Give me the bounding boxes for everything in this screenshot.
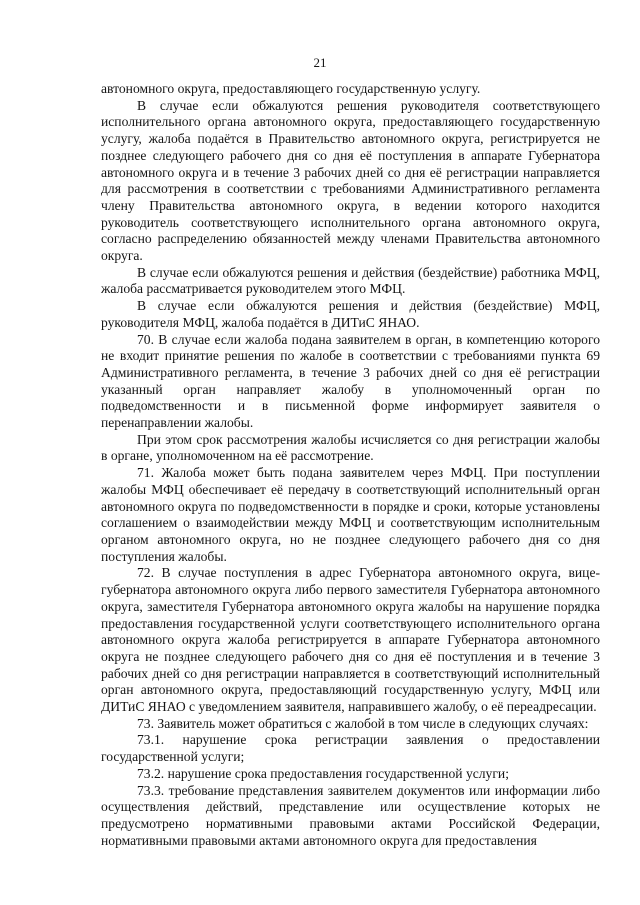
page-number: 21 (313, 55, 327, 70)
paragraph-71: 71. Жалоба может быть подана заявителем через МФЦ. При поступлении жалобы МФЦ обеспечивает её передачу в соответствующий исполнительный орган автономного округа по подведомственности в порядке и сроки, которые установлены соглашением о взаимодействии между МФЦ и соответствующим исполнительным органом автономного округа, но не позднее следующего рабочего дня со дня поступления жалобы. (101, 465, 600, 564)
paragraph-72: 72. В случае поступления в адрес Губернатора автономного округа, вице-губернатора автономного округа либо первого заместителя Губернатора автономного округа, заместителя Губернатора автономного округа жалобы на нарушение порядка предоставления государственной услуги соответствующего исполнительного органа автономного округа жалоба регистрируется в аппарате Губернатора автономного округа не позднее следующего рабочего дня со дня её поступления и в течение 3 рабочих дней со дня регистрации направляется в соответствующий исполнительный орган автономного округа, предоставляющий государственную услугу, МФЦ или ДИТиС ЯНАО с уведомлением заявителя, направившего жалобу, о её переадресации. (101, 565, 600, 715)
document-body (101, 81, 600, 849)
paragraph-73-2: 73.2. нарушение срока предоставления государственной услуги; (137, 765, 509, 781)
paragraph-head-of-executive-body: В случае если обжалуются решения руководителя соответствующего исполнительного органа автономного округа, предоставляющего государственную услугу, жалоба подаётся в Правительство автономного округа, регистрируется не позднее следующего рабочего дня со дня её поступления в аппарате Губернатора автономного округа и в течение 3 рабочих дней со дня её регистрации направляется для рассмотрения в соответствии с требованиями Административного регламента члену Правительства автономного округа, в ведении которого находится руководитель соответствующего исполнительного органа автономного округа, согласно распределению обязанностей между членами Правительства автономного округа. (101, 97, 600, 264)
paragraph-mfc-head: В случае если обжалуются решения и действия (бездействие) МФЦ, руководителя МФЦ, жалоба подаётся в ДИТиС ЯНАО. (101, 298, 600, 330)
paragraph-70: 70. В случае если жалоба подана заявителем в орган, в компетенцию которого не входит принятие решения по жалобе в соответствии с требованиями пункта 69 Административного регламента, в течение 3 рабочих дней со дня её регистрации указанный орган направляет жалобу в уполномоченный орган по подведомственности и в письменной форме информирует заявителя о перенаправлении жалобы. (101, 331, 600, 431)
paragraph-continuation: автономного округа, предоставляющего государственную услугу. (101, 81, 481, 96)
paragraph-review-term: При этом срок рассмотрения жалобы исчисляется со дня регистрации жалобы в органе, уполномоченном на её рассмотрение. (101, 431, 600, 464)
paragraph-73-1: 73.1. нарушение срока регистрации заявления о предоставлении государственной услуги; (101, 732, 600, 765)
paragraph-73-3: 73.3. требование представления заявителем документов или информации либо осуществления действий, представление или осуществление которых не предусмотрено нормативными правовыми актами Российской Федерации, нормативными правовыми актами автономного округа для предоставления (101, 782, 600, 848)
paragraph-mfc-employee: В случае если обжалуются решения и действия (бездействие) работника МФЦ, жалоба рассматривается руководителем этого МФЦ. (101, 264, 600, 297)
paragraph-73: 73. Заявитель может обратиться с жалобой в том числе в следующих случаях: (137, 715, 589, 731)
